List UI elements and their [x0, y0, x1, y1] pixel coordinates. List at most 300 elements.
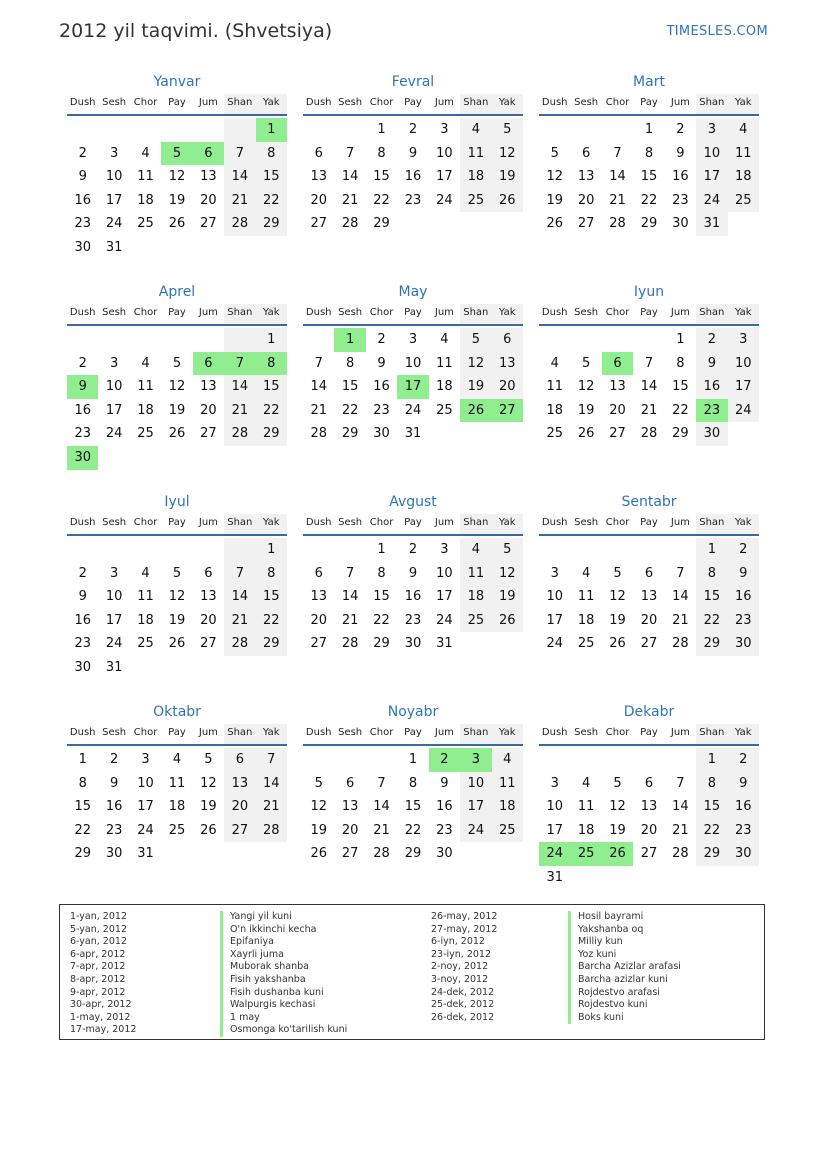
day-cell: 15	[640, 169, 658, 185]
legend-entry: 1-may, 2012	[70, 1011, 131, 1023]
day-cell: 31	[546, 869, 563, 885]
day-cell: 17	[696, 165, 727, 189]
day-cell: 16	[105, 799, 123, 815]
empty-cell	[67, 118, 98, 142]
day-cell: 7	[644, 355, 654, 371]
day-cell: 22	[672, 402, 689, 418]
weekday-label: Chor	[133, 307, 158, 318]
day-cell: 8	[644, 145, 654, 161]
day-cell: 12	[577, 379, 595, 395]
weekday-header	[303, 94, 523, 116]
legend-entry: 6-apr, 2012	[70, 948, 126, 960]
day-cell: 17	[105, 192, 123, 208]
weekday-label: Jum	[198, 517, 218, 528]
empty-cell	[67, 538, 98, 562]
weekday-label: Chor	[133, 727, 158, 738]
day-cell: 2	[696, 328, 727, 352]
day-cell: 12	[546, 169, 563, 185]
empty-cell	[224, 538, 255, 562]
day-cell: 11	[546, 379, 563, 395]
day-cell: 14	[373, 799, 390, 815]
day-cell: 10	[436, 145, 453, 161]
weekday-header	[539, 514, 759, 536]
day-cell: 3	[550, 565, 559, 581]
day-cell: 21	[224, 189, 255, 213]
weekday-label: Jum	[434, 307, 454, 318]
day-cell: 13	[341, 799, 359, 815]
month-name: Yanvar	[153, 74, 201, 90]
weekday-label: Sesh	[338, 727, 363, 738]
day-cell: 23	[373, 402, 390, 418]
day-cell: 31	[137, 846, 154, 862]
day-cell: 2	[78, 565, 87, 581]
day-cell: 17	[105, 402, 123, 418]
day-cell: 13	[200, 169, 217, 185]
weekday-label: Yak	[256, 514, 287, 534]
day-cell: 19	[310, 822, 327, 838]
day-cell: 24	[105, 426, 123, 442]
weekday-label: Shan	[460, 514, 491, 534]
day-cell: 25	[137, 426, 154, 442]
empty-cell	[193, 538, 224, 562]
legend-entry: Xayrli juma	[220, 949, 347, 962]
day-cell: 23	[74, 636, 91, 652]
empty-cell	[334, 118, 365, 142]
empty-cell	[366, 748, 397, 772]
day-cell: 23	[404, 192, 422, 208]
day-cell: 26	[168, 636, 186, 652]
day-cell: 29	[256, 422, 287, 446]
legend-entry: 27-may, 2012	[431, 923, 498, 935]
day-cell: 4	[728, 118, 759, 142]
day-cell: 22	[373, 612, 390, 628]
day-cell: 22	[256, 399, 287, 423]
day-cell: 16	[74, 192, 91, 208]
weekday-label: Chor	[369, 727, 394, 738]
day-cell: 12	[460, 352, 491, 376]
empty-cell	[161, 118, 192, 142]
day-cell: 10	[460, 772, 491, 796]
legend-entry: Muborak shanba	[220, 961, 347, 974]
day-cell: 23	[404, 612, 422, 628]
day-cell: 4	[460, 538, 491, 562]
weekday-label: Pay	[404, 97, 422, 108]
weekday-header	[67, 304, 287, 326]
day-cell: 4	[172, 752, 182, 767]
empty-cell	[130, 118, 161, 142]
weekday-label: Chor	[605, 97, 630, 108]
legend-entry: Yakshanba oq	[568, 924, 681, 937]
day-cell: 28	[310, 426, 327, 442]
day-cell: 6	[644, 775, 654, 791]
day-cell: 19	[460, 375, 491, 399]
day-grid	[67, 118, 287, 260]
weekday-header	[303, 514, 523, 536]
day-cell: 28	[224, 632, 255, 656]
legend-entry: 30-apr, 2012	[70, 999, 132, 1011]
empty-cell	[633, 748, 664, 772]
day-cell: 2	[429, 748, 460, 772]
day-cell: 10	[137, 775, 154, 791]
month-7	[303, 490, 523, 656]
legend-entry: Rojdestvo arafasi	[568, 987, 681, 1000]
weekday-label: Yak	[728, 514, 759, 534]
day-cell: 18	[137, 612, 154, 628]
day-cell: 27	[310, 216, 327, 232]
day-cell: 6	[602, 352, 633, 376]
day-cell: 25	[728, 189, 759, 213]
day-cell: 29	[672, 426, 689, 442]
day-cell: 19	[577, 402, 595, 418]
day-cell: 17	[397, 375, 428, 399]
weekday-label: Shan	[224, 304, 255, 324]
day-cell: 2	[109, 752, 119, 767]
day-cell: 2	[78, 355, 87, 371]
weekday-label: Shan	[224, 514, 255, 534]
day-cell: 9	[67, 375, 98, 399]
day-cell: 20	[640, 822, 658, 838]
day-cell: 11	[137, 379, 154, 395]
day-cell: 29	[256, 632, 287, 656]
day-cell: 23	[728, 819, 759, 843]
day-cell: 21	[373, 822, 390, 838]
legend-entry: 1 may	[220, 1012, 347, 1025]
legend-entry: Barcha Azizlar arafasi	[568, 961, 681, 974]
day-cell: 28	[672, 846, 689, 862]
day-cell: 4	[440, 332, 449, 347]
day-cell: 22	[373, 192, 390, 208]
day-cell: 3	[696, 118, 727, 142]
weekday-label: Chor	[605, 307, 630, 318]
day-cell: 19	[492, 585, 523, 609]
day-cell: 9	[676, 145, 685, 161]
day-cell: 11	[577, 799, 595, 815]
day-cell: 8	[408, 775, 418, 791]
day-cell: 29	[373, 636, 390, 652]
day-cell: 8	[676, 355, 685, 371]
day-cell: 19	[546, 192, 563, 208]
day-cell: 8	[377, 145, 386, 161]
page-title: 2012 yil taqvimi. (Shvetsiya)	[59, 20, 333, 42]
day-cell: 3	[440, 122, 449, 137]
day-cell: 22	[74, 822, 91, 838]
month-name: May	[398, 284, 428, 300]
day-cell: 30	[74, 659, 91, 675]
weekday-label: Dush	[69, 517, 96, 528]
day-cell: 26	[460, 399, 491, 423]
day-cell: 6	[314, 145, 323, 161]
day-cell: 5	[460, 328, 491, 352]
day-cell: 12	[168, 379, 186, 395]
day-cell: 8	[377, 565, 386, 581]
empty-cell	[570, 118, 601, 142]
weekday-label: Sesh	[574, 307, 599, 318]
weekday-label: Chor	[369, 307, 394, 318]
day-cell: 15	[256, 165, 287, 189]
day-cell: 24	[137, 822, 154, 838]
day-cell: 30	[67, 446, 98, 470]
day-cell: 16	[74, 612, 91, 628]
empty-cell	[303, 328, 334, 352]
day-cell: 17	[137, 799, 154, 815]
weekday-label: Shan	[696, 94, 727, 114]
day-cell: 1	[408, 752, 418, 767]
legend-entry: Fisih yakshanba	[220, 974, 347, 987]
weekday-label: Jum	[670, 307, 690, 318]
day-cell: 18	[137, 402, 154, 418]
day-cell: 24	[539, 842, 570, 866]
empty-cell	[98, 538, 129, 562]
day-cell: 24	[105, 216, 123, 232]
weekday-label: Shan	[460, 724, 491, 744]
weekday-label: Yak	[728, 304, 759, 324]
day-cell: 26	[168, 216, 186, 232]
day-cell: 4	[460, 118, 491, 142]
day-cell: 25	[460, 189, 491, 213]
day-grid	[539, 748, 759, 890]
day-cell: 3	[728, 328, 759, 352]
day-cell: 10	[105, 379, 123, 395]
empty-cell	[570, 538, 601, 562]
day-cell: 27	[640, 636, 658, 652]
day-cell: 12	[609, 799, 626, 815]
day-cell: 1	[696, 748, 727, 772]
weekday-label: Dush	[305, 97, 332, 108]
day-cell: 5	[550, 145, 559, 161]
day-cell: 22	[341, 402, 359, 418]
day-cell: 30	[728, 632, 759, 656]
weekday-label: Jum	[198, 97, 218, 108]
day-cell: 10	[404, 355, 422, 371]
month-name: Iyul	[164, 494, 190, 510]
day-cell: 21	[256, 795, 287, 819]
day-cell: 25	[546, 426, 563, 442]
day-cell: 22	[256, 189, 287, 213]
day-cell: 27	[577, 216, 595, 232]
day-cell: 4	[550, 355, 559, 371]
day-cell: 27	[492, 399, 523, 423]
day-cell: 5	[492, 538, 523, 562]
day-cell: 17	[460, 795, 491, 819]
day-cell: 8	[696, 772, 727, 796]
day-cell: 26	[168, 426, 186, 442]
day-cell: 13	[200, 379, 217, 395]
legend-entry: 25-dek, 2012	[431, 999, 495, 1011]
day-cell: 5	[314, 775, 323, 791]
day-cell: 27	[200, 426, 217, 442]
weekday-label: Pay	[404, 727, 422, 738]
day-cell: 30	[436, 846, 453, 862]
weekday-label: Dush	[541, 727, 568, 738]
day-cell: 9	[728, 772, 759, 796]
legend-entry: 1-yan, 2012	[70, 911, 127, 922]
day-cell: 1	[696, 538, 727, 562]
empty-cell	[130, 538, 161, 562]
day-cell: 15	[74, 799, 91, 815]
weekday-header	[303, 304, 523, 326]
day-cell: 20	[200, 402, 217, 418]
day-cell: 5	[172, 355, 182, 371]
day-cell: 20	[609, 402, 626, 418]
day-cell: 6	[193, 142, 224, 166]
weekday-header	[539, 304, 759, 326]
day-grid	[303, 118, 523, 236]
month-name: Sentabr	[621, 494, 677, 510]
day-cell: 4	[581, 775, 591, 791]
day-cell: 26	[546, 216, 563, 232]
day-cell: 11	[137, 169, 154, 185]
day-cell: 27	[341, 846, 359, 862]
day-cell: 14	[224, 165, 255, 189]
empty-cell	[161, 538, 192, 562]
day-grid	[539, 538, 759, 656]
weekday-label: Jum	[198, 307, 218, 318]
day-cell: 9	[728, 562, 759, 586]
day-cell: 25	[137, 216, 154, 232]
day-cell: 23	[105, 822, 123, 838]
weekday-label: Shan	[696, 304, 727, 324]
empty-cell	[130, 328, 161, 352]
weekday-label: Pay	[640, 727, 658, 738]
day-cell: 2	[728, 748, 759, 772]
legend-names-1	[220, 911, 347, 1037]
day-cell: 9	[696, 352, 727, 376]
day-cell: 28	[609, 216, 626, 232]
day-cell: 17	[546, 822, 563, 838]
day-cell: 31	[404, 426, 422, 442]
empty-cell	[570, 748, 601, 772]
day-cell: 18	[728, 165, 759, 189]
empty-cell	[570, 328, 601, 352]
legend-entry: Walpurgis kechasi	[220, 999, 347, 1012]
weekday-label: Yak	[256, 304, 287, 324]
day-cell: 29	[256, 212, 287, 236]
day-cell: 20	[640, 612, 658, 628]
day-cell: 13	[492, 352, 523, 376]
day-cell: 14	[341, 169, 359, 185]
day-grid	[539, 328, 759, 446]
day-cell: 7	[377, 775, 386, 791]
weekday-label: Dush	[541, 517, 568, 528]
weekday-label: Pay	[404, 307, 422, 318]
day-cell: 3	[440, 542, 449, 557]
day-cell: 30	[105, 846, 123, 862]
day-cell: 14	[224, 375, 255, 399]
weekday-label: Pay	[404, 517, 422, 528]
weekday-label: Sesh	[102, 517, 127, 528]
weekday-label: Yak	[256, 94, 287, 114]
day-cell: 18	[577, 822, 595, 838]
day-cell: 9	[408, 145, 418, 161]
day-cell: 9	[377, 355, 386, 371]
empty-cell	[665, 748, 696, 772]
weekday-label: Yak	[492, 304, 523, 324]
month-11	[539, 700, 759, 890]
weekday-label: Dush	[69, 97, 96, 108]
day-cell: 28	[224, 212, 255, 236]
day-cell: 28	[341, 216, 359, 232]
weekday-label: Dush	[305, 517, 332, 528]
day-cell: 12	[200, 775, 217, 791]
day-cell: 12	[310, 799, 327, 815]
day-cell: 16	[74, 402, 91, 418]
day-cell: 1	[256, 538, 287, 562]
day-cell: 24	[546, 636, 563, 652]
weekday-label: Sesh	[574, 517, 599, 528]
day-cell: 27	[609, 426, 626, 442]
day-cell: 2	[676, 122, 685, 137]
weekday-label: Yak	[256, 724, 287, 744]
day-cell: 11	[460, 562, 491, 586]
legend-entry: Yangi yil kuni	[220, 911, 347, 924]
weekday-header	[67, 514, 287, 536]
empty-cell	[224, 118, 255, 142]
day-cell: 24	[404, 402, 422, 418]
day-cell: 19	[168, 612, 186, 628]
legend-entry: Boks kuni	[568, 1012, 681, 1025]
legend-entry: 7-apr, 2012	[70, 961, 126, 973]
day-cell: 10	[105, 589, 123, 605]
day-cell: 15	[696, 585, 727, 609]
empty-cell	[193, 328, 224, 352]
day-cell: 9	[440, 775, 449, 791]
day-cell: 4	[141, 565, 150, 581]
day-cell: 7	[224, 352, 255, 376]
day-cell: 7	[224, 142, 255, 166]
weekday-label: Chor	[369, 97, 394, 108]
legend-entry: 26-may, 2012	[431, 911, 498, 922]
weekday-label: Pay	[640, 307, 658, 318]
day-cell: 19	[609, 612, 626, 628]
day-cell: 5	[161, 142, 192, 166]
day-cell: 23	[436, 822, 453, 838]
brand-link[interactable]: TIMESLES.COM	[666, 24, 768, 39]
empty-cell	[602, 328, 633, 352]
day-cell: 3	[550, 775, 559, 791]
weekday-label: Dush	[305, 307, 332, 318]
day-cell: 1	[377, 122, 386, 137]
empty-cell	[67, 328, 98, 352]
weekday-label: Jum	[434, 727, 454, 738]
weekday-label: Pay	[168, 727, 186, 738]
day-cell: 9	[78, 169, 87, 185]
month-name: Dekabr	[623, 704, 675, 720]
day-cell: 18	[577, 612, 595, 628]
empty-cell	[633, 328, 664, 352]
day-cell: 3	[109, 145, 119, 161]
day-cell: 29	[74, 846, 91, 862]
weekday-label: Sesh	[338, 517, 363, 528]
day-cell: 29	[404, 846, 422, 862]
day-cell: 1	[256, 328, 287, 352]
empty-cell	[665, 538, 696, 562]
day-cell: 13	[640, 589, 658, 605]
weekday-label: Shan	[224, 724, 255, 744]
weekday-label: Dush	[69, 307, 96, 318]
day-cell: 4	[141, 355, 150, 371]
month-name: Iyun	[633, 284, 665, 300]
day-cell: 26	[577, 426, 595, 442]
day-cell: 16	[404, 589, 422, 605]
day-cell: 14	[672, 589, 689, 605]
day-cell: 13	[310, 589, 327, 605]
day-cell: 27	[640, 846, 658, 862]
day-cell: 25	[436, 402, 453, 418]
weekday-label: Sesh	[574, 97, 599, 108]
day-cell: 24	[696, 189, 727, 213]
day-cell: 31	[436, 636, 453, 652]
day-cell: 26	[602, 842, 633, 866]
